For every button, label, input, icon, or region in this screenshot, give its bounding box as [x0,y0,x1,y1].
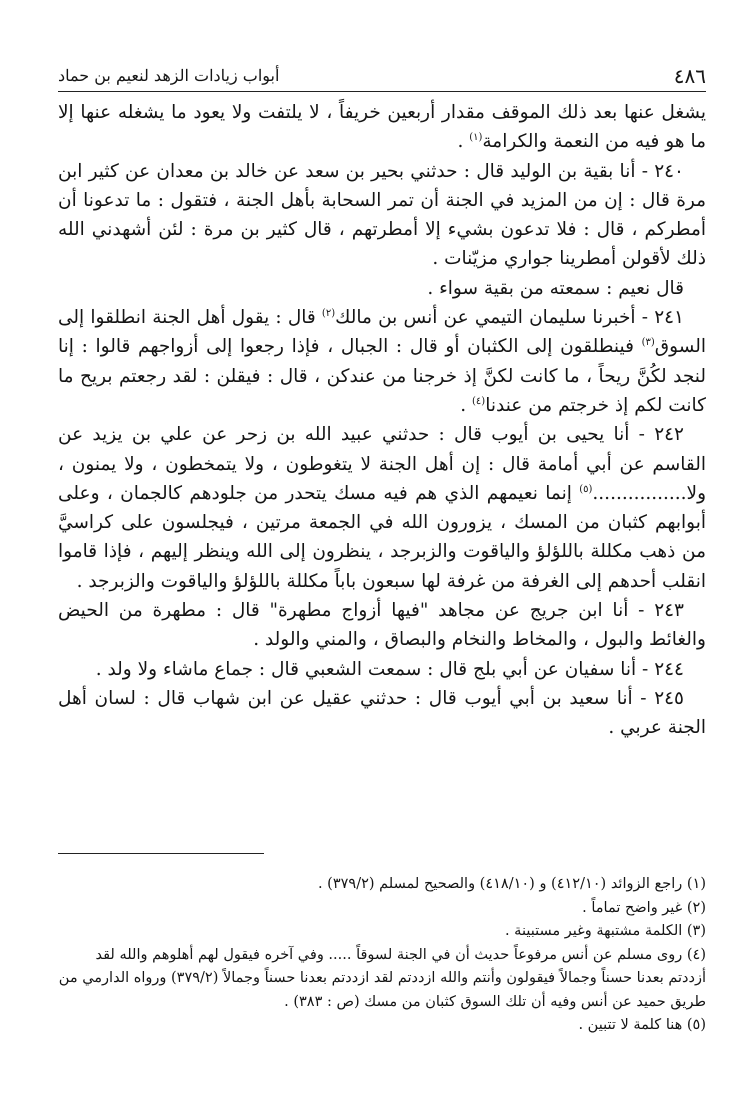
nuaim-remark: قال نعيم : سمعته من بقية سواء . [427,277,684,299]
footnote-ref-5: (٥) [579,483,593,495]
footnote-5: (٥) هنا كلمة لا تتبين . [578,1017,706,1033]
footnote-2: (٢) غير واضح تماماً . [582,899,706,916]
footnote-4: (٤) روى مسلم عن أنس مرفوعاً حديث أن في الجنة لسوقاً ..... وفي آخره فيقول لهم أهلوهم والله لقد أزددتم بعدنا حسناً وجمالاً فيقولون وأنتم والله ازددتم لقد ازددتم بعدنا حسناً وجمالاً (٣٧٩/٢) ورواه الدارمي من طريق حميد عن أنس وفيه أن تلك السوق كثبان من مسك (ص : ٣٨٣) . [58,946,706,1010]
main-text [58,98,706,743]
running-title: أبواب زيادات الزهد لنعيم بن حماد [58,66,280,85]
hadith-241: ٢٤١ - أخبرنا سليمان التيمي عن أنس بن مالك$^{(٢)}$ قال : يقول أهل الجنة انطلقوا إلى السوق$^{(٣)}$ فينطلقون إلى الكثبان أو قال : الجبال ، فإذا رجعوا إلى أزواجهم قالوا : إنا لنجد لكُنَّ ريحاً ، ما كانت لكنَّ إذ خرجنا من عندكن ، قال : فيقلن : لقد رجعتم بريح ما كانت لكم إذ خرجتم من عندنا$^{(٤)}$ . [58,307,706,416]
footnote-ref-2: (٢) [321,307,336,319]
footnote-3: (٣) الكلمة مشتبهة وغير مستبينة . [504,923,706,939]
footnote-1: (١) راجع الزوائد (٤١٢/١٠) و (٤١٨/١٠) والصحيح لمسلم (٣٧٩/٢) . [317,876,706,892]
book-page [58,56,706,1096]
footnote-ref-1: (١) [469,132,483,144]
hadith-244: ٢٤٤ - أنا سفيان عن أبي بلج قال : سمعت الشعبي قال : جماع ماشاء ولا ولد . [95,658,684,680]
footnote-ref-3: (٣) [641,337,655,349]
hadith-243: ٢٤٣ - أنا ابن جريج عن مجاهد "فيها أزواج مطهرة" قال : مطهرة من الحيض والغائط والبول ، والمخاط والنخام والبصاق ، والمني والولد . [58,600,706,651]
page-header [58,64,706,90]
hadith-240: ٢٤٠ - أنا بقية بن الوليد قال : حدثني بحير بن سعد عن خالد بن معدان عن كثير ابن مرة قال : إن من المزيد في الجنة أن تمر السحابة بأهل الجنة ، فتقول : ما تدعونا أن أمطركم ، قال : فلا تدعون بشيء إلا أمطرتهم ، قال كثير بن مرة : لئن أشهدني الله ذلك لأقولن أمطرينا جواري مزيّنات . [58,160,706,270]
hadith-245: ٢٤٥ - أنا سعيد بن أبي أيوب قال : حدثني عقيل عن ابن شهاب قال : لسان أهل الجنة عربي . [58,687,706,739]
page-number: ٤٨٦ [673,64,706,88]
footnote-ref-4: (٤) [472,395,486,407]
footnote-separator [58,853,264,854]
hadith-242: ٢٤٢ - أنا يحيى بن أيوب قال : حدثني عبيد الله بن زحر عن علي بن يزيد عن القاسم عن أبي أمامة قال : إن أهل الجنة لا يتغوطون ، ولا يتمخطون ، ولا يمنون ، ولا................$^{(٥)}$ إنما نعيمهم الذي هم فيه مسك يتحدر من جلودهم كالجمان ، وعلى أبوابهم كثبان من المسك ، يزورون الله في الجمعة مرتين ، فيجلسون على كراسيَّ من ذهب مكللة باللؤلؤ والياقوت والزبرجد ، ينظرون إلى الله وينظر إليهم ، فإذا قاموا انقلب أحدهم إلى الغرفة من غرفة لها سبعون باباً مكللة باللؤلؤ والياقوت والزبرجد . [58,424,706,592]
paragraph-continuation: يشغل عنها بعد ذلك الموقف مقدار أربعين خريفاً ، لا يلتفت ولا يعود ما يشغله عنها إلا ما هو فيه من النعمة والكرامة$^{(١)}$ . [58,102,706,153]
footnotes [58,873,706,1038]
header-rule [58,91,706,92]
